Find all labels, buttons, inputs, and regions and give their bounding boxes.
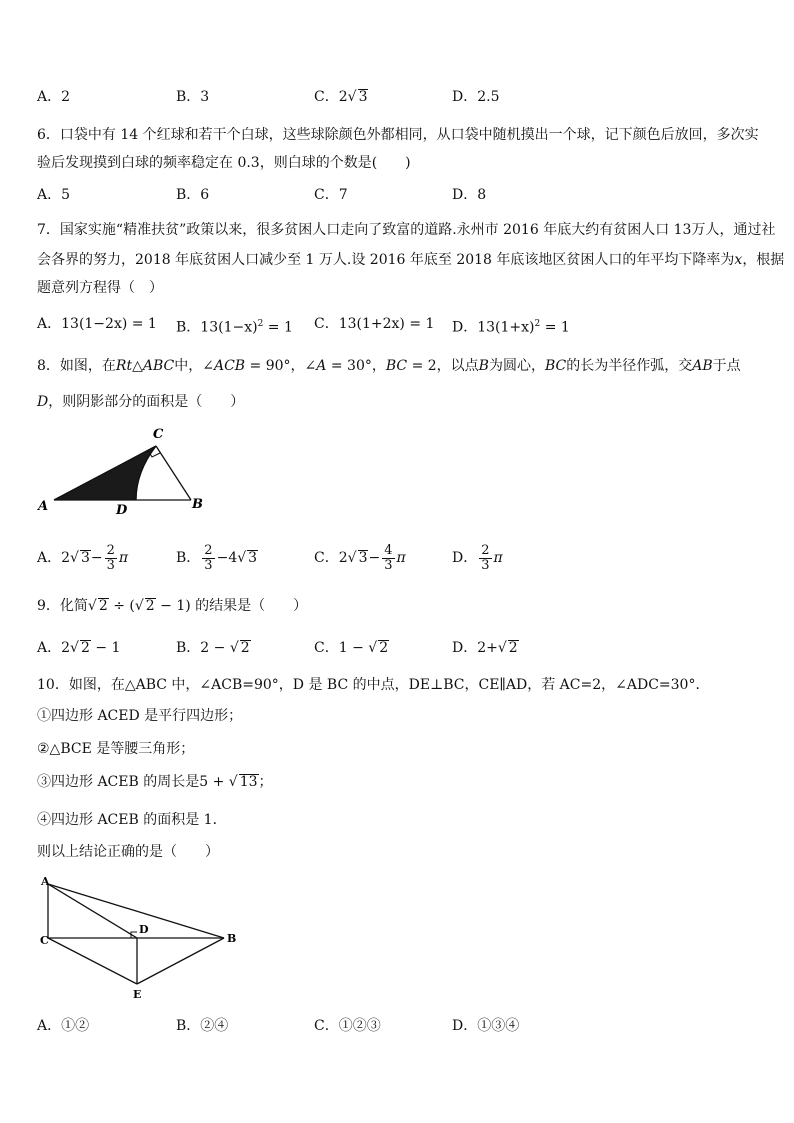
q7-text-line2: 会各界的努力，2018 年底贫困人口减少至 1 万人.设 2016 年底至 2018 年底该地区贫困人口的年平均下降率为x，根据 xyxy=(37,252,785,268)
q7-text-line3: 题意列方程得（ ） xyxy=(37,280,163,296)
q10-label-d: D xyxy=(139,923,149,936)
q9-option-a[interactable]: A．2√ 2 − 1 xyxy=(37,640,121,656)
q6-option-a[interactable]: A．5 xyxy=(37,187,71,203)
q8-option-b[interactable]: B． $\frac{2}{3}$ −4√ 3 xyxy=(176,542,258,573)
q9-option-d[interactable]: D．2+√ 2 xyxy=(452,640,518,656)
q10-text: 10．如图，在△ABC 中，∠ACB=90°，D 是 BC 的中点，DE⊥BC，CE∥AD，若 AC=2，∠ADC=30°． xyxy=(37,677,710,693)
q10-label-b: B xyxy=(227,932,237,945)
q7-option-d[interactable]: D．$13(1+x)^2 = 1$ xyxy=(452,319,570,336)
q8-text-line1: 8．如图，在Rt△ABC中，∠ACB = 90°，∠A = 30°，BC = 2，以点B为圆心，BC的长为半径作弧，交AB于点 xyxy=(37,358,741,374)
q6-options xyxy=(37,184,757,206)
q9-option-b[interactable]: B．2 − √ 2 xyxy=(176,640,250,656)
q10-statement-2: ②△BCE 是等腰三角形； xyxy=(37,741,195,757)
q10-segment-ad xyxy=(48,884,137,938)
q10-option-b[interactable]: B．②④ xyxy=(176,1018,229,1034)
q10-label-a: A xyxy=(41,875,50,888)
q8-side-cb xyxy=(156,446,191,500)
q10-statement-4: ④四边形 ACEB 的面积是 1． xyxy=(37,812,227,828)
q10-segment-eb xyxy=(137,938,224,984)
q10-option-c[interactable]: C．①②③ xyxy=(314,1018,381,1034)
q10-question: 则以上结论正确的是（ ） xyxy=(37,844,219,860)
q7-option-a[interactable]: A．13(1−2x) = 1 xyxy=(37,316,157,332)
q9-options xyxy=(37,637,757,659)
q8-label-b: B xyxy=(192,497,203,512)
q8-option-c[interactable]: C．2√ 3− $\frac{4}{3}$ π xyxy=(314,542,406,573)
q8-label-c: C xyxy=(153,427,164,442)
q5-options xyxy=(37,86,757,108)
q8-option-a[interactable]: A．2√ 3− $\frac{2}{3}$ π xyxy=(37,542,129,573)
q10-label-c: C xyxy=(40,934,49,947)
q9-text: 9．化简√ 2 ÷ (√ 2 − 1) 的结果是（ ） xyxy=(37,598,308,614)
q10-options xyxy=(37,1015,757,1037)
q6-option-d[interactable]: D．8 xyxy=(452,187,487,203)
q6-text-line2: 验后发现摸到白球的频率稳定在 0.3，则白球的个数是( ) xyxy=(37,155,411,171)
q10-label-e: E xyxy=(133,988,142,1001)
q10-statement-1: ①四边形 ACED 是平行四边形； xyxy=(37,708,243,724)
q6-option-b[interactable]: B．6 xyxy=(176,187,210,203)
q7-option-b[interactable]: B．$13(1-x)^2 = 1$ xyxy=(176,319,293,336)
q10-segment-ce xyxy=(48,938,137,984)
q7-options xyxy=(37,313,757,335)
q6-option-c[interactable]: C．7 xyxy=(314,187,348,203)
q7-text-line1: 7．国家实施“精准扶贫”政策以来，很多贫困人口走向了致富的道路.永州市 2016 年底大约有贫困人口 13万人，通过社 xyxy=(37,222,776,238)
q7-option-c[interactable]: C．13(1+2x) = 1 xyxy=(314,316,435,332)
q6-text-line1: 6．口袋中有 14 个红球和若干个白球，这些球除颜色外都相同，从口袋中随机摸出一个球，记下颜色后放回，多次实 xyxy=(37,127,759,143)
q8-text-line2: D，则阴影部分的面积是（ ） xyxy=(37,394,245,410)
q8-label-a: A xyxy=(38,499,49,514)
q5-option-d[interactable]: D．2.5 xyxy=(452,89,500,105)
q10-side-ab xyxy=(48,884,224,938)
q9-option-c[interactable]: C．1 − √ 2 xyxy=(314,640,389,656)
q8-option-d[interactable]: D． $\frac{2}{3}$ π xyxy=(452,542,503,573)
q5-option-b[interactable]: B．3 xyxy=(176,89,210,105)
q8-label-d: D xyxy=(116,503,128,516)
q8-options xyxy=(37,541,757,575)
q10-statement-3: ③四边形 ACEB 的周长是5 + √ 13； xyxy=(37,774,273,790)
q10-figure xyxy=(36,874,246,1006)
q5-option-c[interactable]: C．2√ 3 xyxy=(314,89,368,105)
q8-figure xyxy=(36,424,206,516)
q10-option-d[interactable]: D．①③④ xyxy=(452,1018,520,1034)
q10-option-a[interactable]: A．①② xyxy=(37,1018,90,1034)
q5-option-a[interactable]: A．2 xyxy=(37,89,71,105)
